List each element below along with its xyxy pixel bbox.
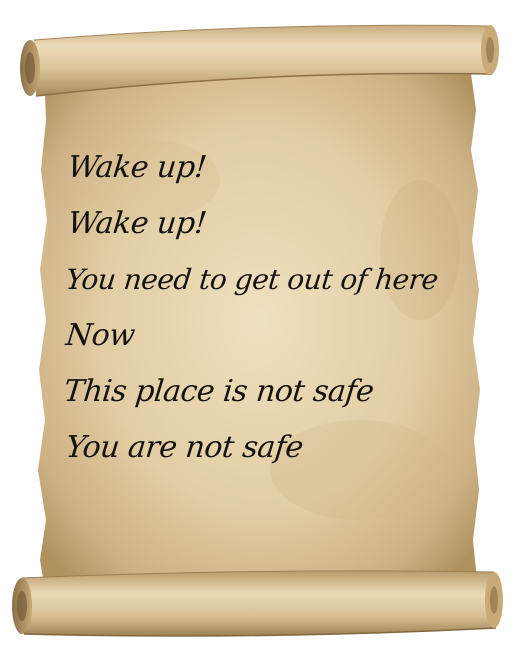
note-line-5: This place is not safe xyxy=(62,374,376,409)
bottom-roll xyxy=(12,571,503,636)
note-line-2: Wake up! xyxy=(66,206,209,241)
note-line-6: You are not safe xyxy=(64,430,305,465)
note-line-3: You need to get out of here xyxy=(64,263,440,296)
note-line-1: Wake up! xyxy=(66,150,209,185)
handwritten-note xyxy=(64,140,484,476)
note-line-4: Now xyxy=(64,318,137,353)
